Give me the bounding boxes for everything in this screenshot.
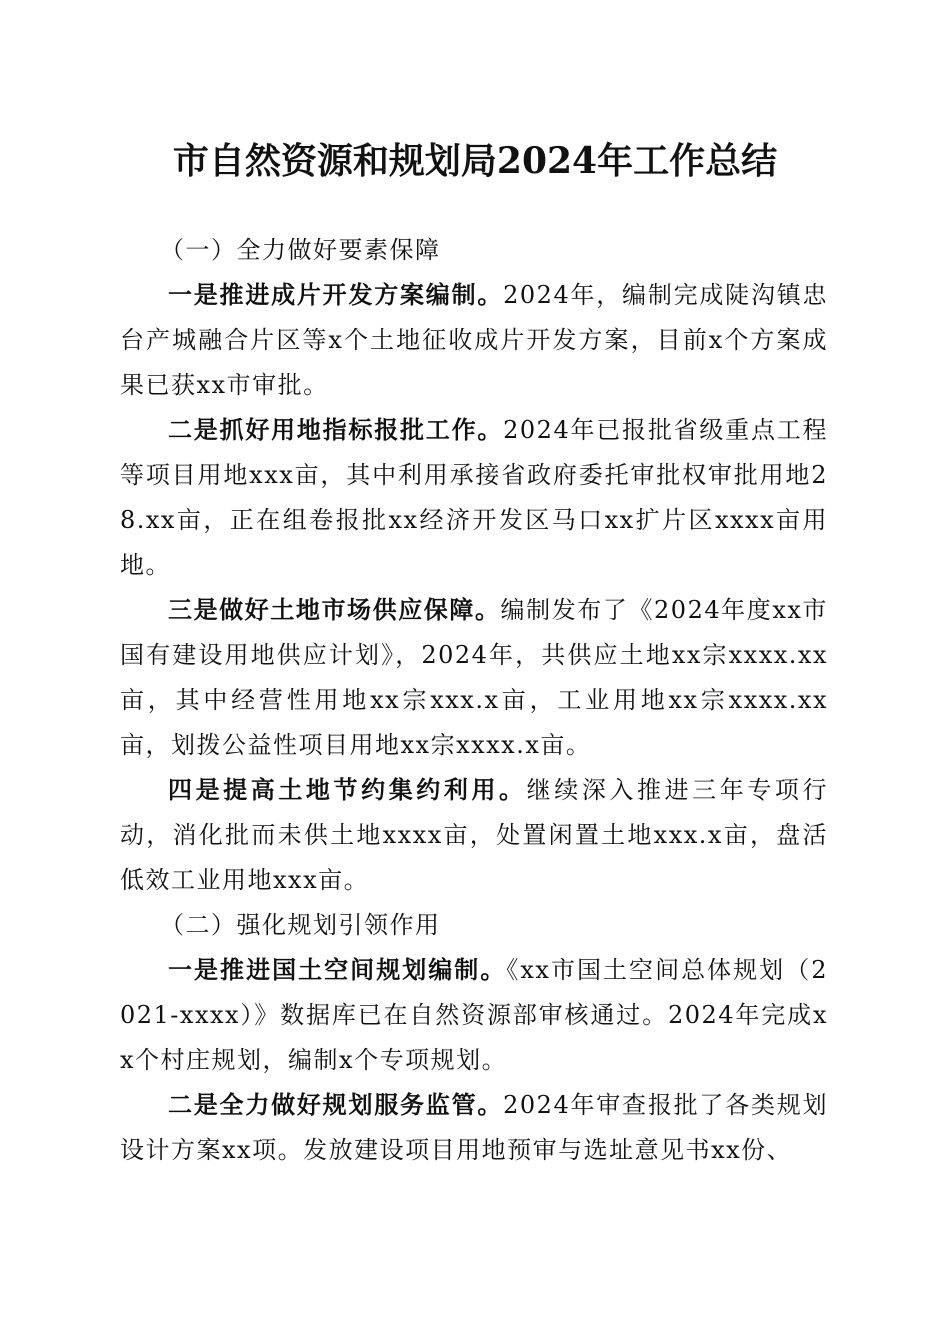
paragraph-lead: 二是全力做好规划服务监管。	[168, 1091, 504, 1119]
paragraph-text: 2024年已报批省级重点工程等项目用地xxx亩，其中利用承接省政府委托审批权审批用地28.xx亩，正在组卷报批xx经济开发区马口xx扩片区xxxx亩用地。	[120, 416, 829, 579]
paragraph-text: 继续深入推进三年专项行动，消化批而未供土地xxxx亩，处置闲置土地xxx.x亩，盘活低效工业用地xxx亩。	[120, 776, 829, 894]
document-title: 市自然资源和规划局2024年工作总结	[172, 140, 778, 182]
paragraph	[120, 948, 828, 1083]
paragraph-text: 2024年，编制完成陡沟镇忠台产城融合片区等x个土地征收成片开发方案，目前x个方案成果已获xx市审批。	[120, 281, 829, 399]
paragraph-lead: 四是提高土地节约集约利用。	[168, 776, 527, 804]
paragraph	[120, 273, 828, 408]
paragraph-lead: 一是推进成片开发方案编制。	[168, 281, 504, 309]
paragraph-lead: 一是推进国土空间规划编制。	[168, 956, 507, 984]
document-body	[120, 228, 828, 1173]
section-heading: （一）全力做好要素保障	[160, 236, 441, 264]
paragraph-lead: 三是做好土地市场供应保障。	[168, 596, 501, 624]
paragraph	[120, 408, 828, 588]
section-heading: （二）强化规划引领作用	[160, 911, 441, 939]
paragraph-text: 编制发布了《2024年度xx市国有建设用地供应计划》，2024年，共供应土地xx宗xxxx.xx亩，其中经营性用地xx宗xxx.x亩，工业用地xx宗xxxx.xx亩，划拨公益性项目用地xx宗xxxx.x亩。	[120, 596, 828, 759]
paragraph	[120, 768, 828, 903]
paragraph-text: 2024年审查报批了各类规划设计方案xx项。发放建设项目用地预审与选址意见书xx份、	[120, 1091, 829, 1164]
paragraph-lead: 二是抓好用地指标报批工作。	[168, 416, 504, 444]
paragraph	[120, 1083, 828, 1173]
paragraph-text: 《xx市国土空间总体规划（2021-xxxx）》数据库已在自然资源部审核通过。2024年完成xx个村庄规划，编制x个专项规划。	[120, 956, 828, 1074]
paragraph	[120, 588, 828, 768]
